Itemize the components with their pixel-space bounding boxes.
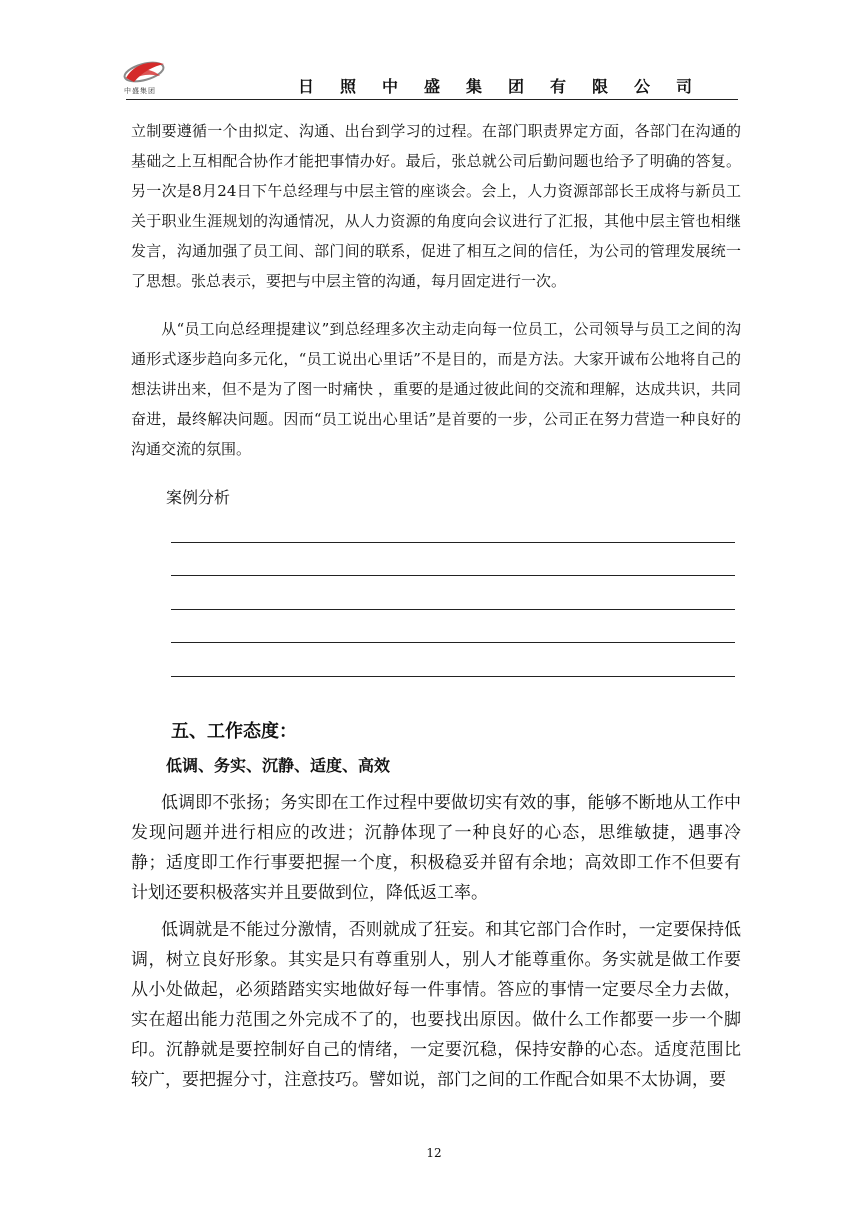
- page-number: 12: [426, 1146, 442, 1160]
- header-divider: [126, 99, 738, 100]
- logo-text: 中盛集团: [124, 87, 156, 95]
- answer-line-2: [171, 575, 735, 576]
- paragraph-1-text: 立制要遵循一个由拟定、沟通、出台到学习的过程。在部门职责界定方面，各部门在沟通的基础之上互相配合协作才能把事情办好。最后，张总就公司后勤问题也给予了明确的答复。另一次是8月24日下午总经理与中层主管的座谈会。会上，人力资源部部长王成将与新员工关于职业生涯规划的沟通情况，从人力资源的角度向会议进行了汇报，其他中层主管也相继发言，沟通加强了员工间、部门间的联系，促进了相互之间的信任，为公司的管理发展统一了思想。张总表示，要把与中层主管的沟通，每月固定进行一次。: [131, 122, 741, 290]
- section-subtitle: 低调、务实、沉静、适度、高效: [166, 756, 391, 775]
- answer-line-5: [171, 676, 735, 677]
- body-paragraph-1-text: 低调即不张扬；务实即在工作过程中要做切实有效的事，能够不断地从工作中发现问题并进行相应的改进；沉静体现了一种良好的心态，思维敏捷，遇事冷静；适度即工作行事要把握一个度，积极稳妥并留有余地；高效即工作不但要有计划还要积极落实并且要做到位，降低返工率。: [131, 793, 741, 903]
- body-paragraph-1: [131, 788, 741, 908]
- answer-line-1: [171, 542, 735, 543]
- body-paragraph-2: [131, 915, 741, 1095]
- paragraph-1: [131, 116, 741, 296]
- answer-line-3: [171, 609, 735, 610]
- answer-line-4: [171, 642, 735, 643]
- case-analysis-label: 案例分析: [166, 488, 231, 507]
- company-name-header: 日照中盛集团有限公司: [298, 77, 719, 96]
- paragraph-2: [131, 314, 741, 464]
- paragraph-2-text: 从“员工向总经理提建议”到总经理多次主动走向每一位员工，公司领导与员工之间的沟通形式逐步趋向多元化，“员工说出心里话”不是目的，而是方法。大家开诚布公地将自己的想法讲出来，但不是为了图一时痛快 ，重要的是通过彼此间的交流和理解，达成共识，共同奋进，最终解决问题。因而“员工说出心里话”是首要的一步，公司正在努力营造一种良好的沟通交流的氛围。: [131, 320, 741, 458]
- body-paragraph-2-text: 低调就是不能过分激情，否则就成了狂妄。和其它部门合作时，一定要保持低调，树立良好形象。其实是只有尊重别人，别人才能尊重你。务实就是做工作要从小处做起，必须踏踏实实地做好每一件事情。答应的事情一定要尽全力去做，实在超出能力范围之外完成不了的，也要找出原因。做什么工作都要一步一个脚印。沉静就是要控制好自己的情绪，一定要沉稳，保持安静的心态。适度范围比较广，要把握分寸，注意技巧。譬如说，部门之间的工作配合如果不太协调，要: [131, 920, 741, 1090]
- section-title: 五、工作态度：: [171, 721, 297, 742]
